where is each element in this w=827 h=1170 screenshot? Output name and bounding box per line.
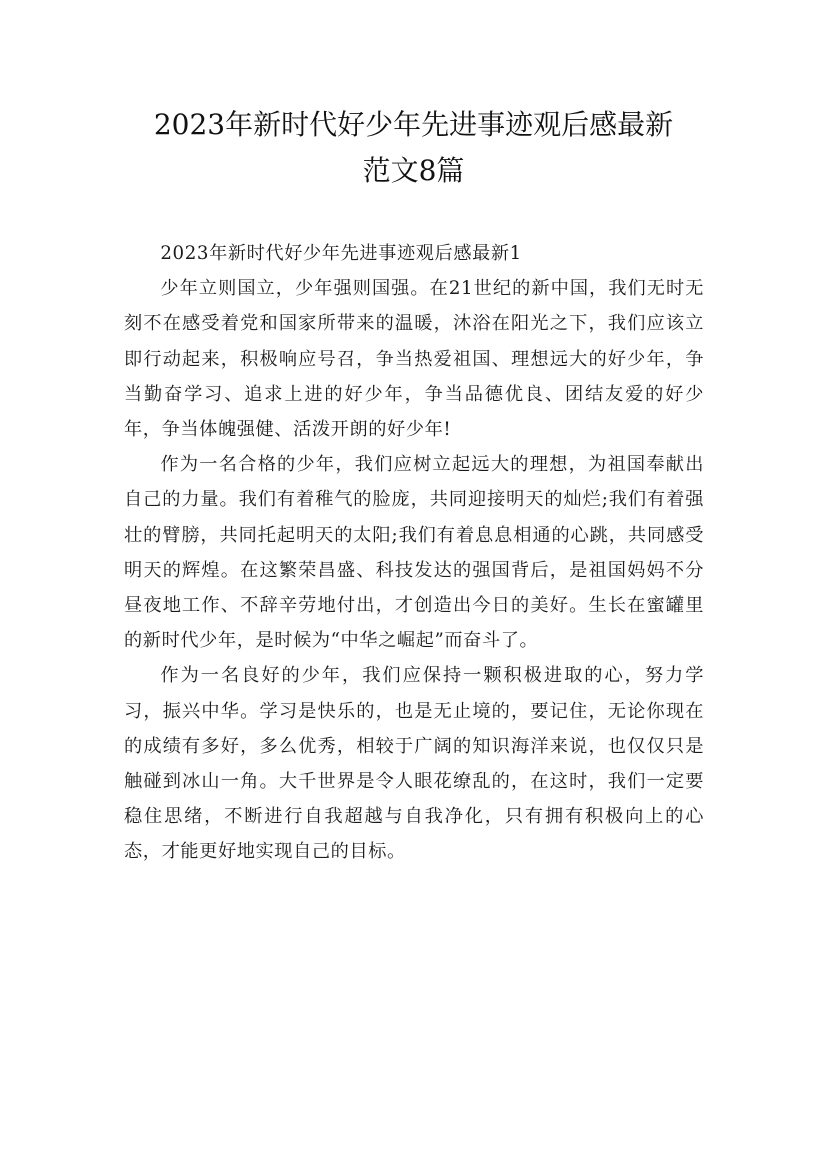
document-body (124, 236, 704, 870)
title-line-1: 2023年新时代好少年先进事迹观后感最新 (153, 108, 674, 141)
paragraph-3: 作为一名良好的少年，我们应保持一颗积极进取的心，努力学习，振兴中华。学习是快乐的，也是无止境的，要记住，无论你现在的成绩有多好，多么优秀，相较于广阔的知识海洋来说，也仅仅只是触碰到冰山一角。大千世界是令人眼花缭乱的，在这时，我们一定要稳住思绪，不断进行自我超越与自我净化，只有拥有积极向上的心态，才能更好地实现自己的目标。 (124, 665, 704, 863)
title-line-2: 范文8篇 (362, 154, 465, 187)
paragraph-2: 作为一名合格的少年，我们应树立起远大的理想，为祖国奉献出自己的力量。我们有着稚气的脸庞，共同迎接明天的灿烂;我们有着强壮的臂膀，共同托起明天的太阳;我们有着息息相通的心跳，共同感受明天的辉煌。在这繁荣昌盛、科技发达的强国背后，是祖国妈妈不分昼夜地工作、不辞辛劳地付出，才创造出今日的美好。生长在蜜罐里的新时代少年，是时候为“中华之崛起”而奋斗了。 (124, 454, 704, 652)
paragraph-1: 少年立则国立，少年强则国强。在21世纪的新中国，我们无时无刻不在感受着党和国家所带来的温暖，沐浴在阳光之下，我们应该立即行动起来，积极响应号召，争当热爱祖国、理想远大的好少年，争当勤奋学习、追求上进的好少年，争当品德优良、团结友爱的好少年，争当体魄强健、活泼开朗的好少年! (124, 278, 704, 441)
section-heading: 2023年新时代好少年先进事迹观后感最新1 (160, 243, 522, 264)
document-title (100, 102, 727, 194)
